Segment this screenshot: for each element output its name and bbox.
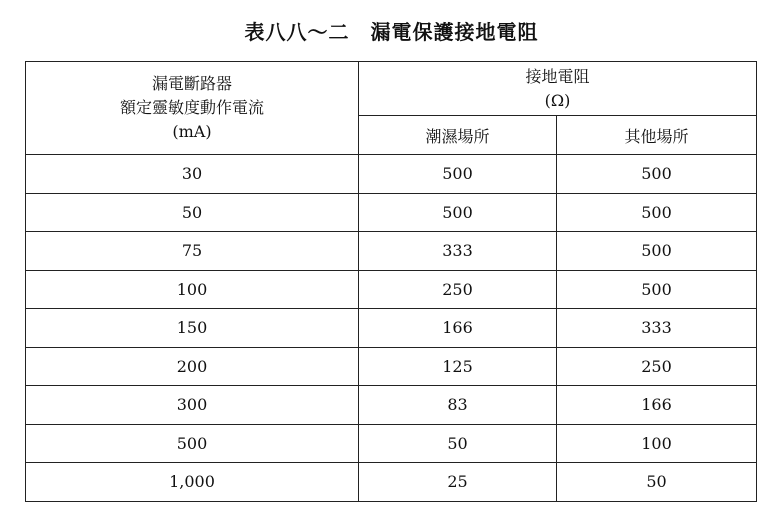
table-row [26,463,757,502]
cell-wet-resistance: 250 [359,270,557,309]
cell-other-resistance: 250 [557,347,757,386]
header-current-line-1: 漏電斷路器 [151,74,232,93]
cell-other-resistance: 100 [557,424,757,463]
cell-other-resistance: 500 [557,232,757,271]
cell-current: 1,000 [26,463,359,502]
table-row [26,386,757,425]
cell-other-resistance: 333 [557,309,757,348]
table-row [26,309,757,348]
cell-wet-resistance: 500 [359,193,557,232]
grounding-resistance-table [25,61,757,502]
cell-wet-resistance: 25 [359,463,557,502]
cell-other-resistance: 500 [557,270,757,309]
cell-other-resistance: 500 [557,193,757,232]
cell-current: 50 [26,193,359,232]
table-row [26,347,757,386]
header-resistance-line-1: 接地電阻 [525,66,590,86]
header-wet-location: 潮濕場所 [359,116,557,155]
cell-other-resistance: 500 [557,155,757,194]
header-other-location: 其他場所 [557,116,757,155]
cell-wet-resistance: 83 [359,386,557,425]
cell-wet-resistance: 166 [359,309,557,348]
cell-other-resistance: 166 [557,386,757,425]
cell-current: 500 [26,424,359,463]
header-current-line-3: (mA) [172,122,212,141]
cell-current: 200 [26,347,359,386]
cell-wet-resistance: 50 [359,424,557,463]
cell-wet-resistance: 125 [359,347,557,386]
table-row [26,193,757,232]
header-resistance-group [359,62,757,116]
table-row [26,270,757,309]
table-row [26,424,757,463]
cell-current: 150 [26,309,359,348]
header-current [26,62,359,155]
cell-wet-resistance: 500 [359,155,557,194]
cell-current: 75 [26,232,359,271]
table-row [26,232,757,271]
header-current-line-2: 額定靈敏度動作電流 [119,98,264,117]
cell-current: 300 [26,386,359,425]
cell-current: 100 [26,270,359,309]
cell-other-resistance: 50 [557,463,757,502]
header-resistance-line-2: (Ω) [544,90,571,110]
cell-current: 30 [26,155,359,194]
cell-wet-resistance: 333 [359,232,557,271]
table-row [26,155,757,194]
table-title: 表八八～二 漏電保護接地電阻 [244,20,539,44]
